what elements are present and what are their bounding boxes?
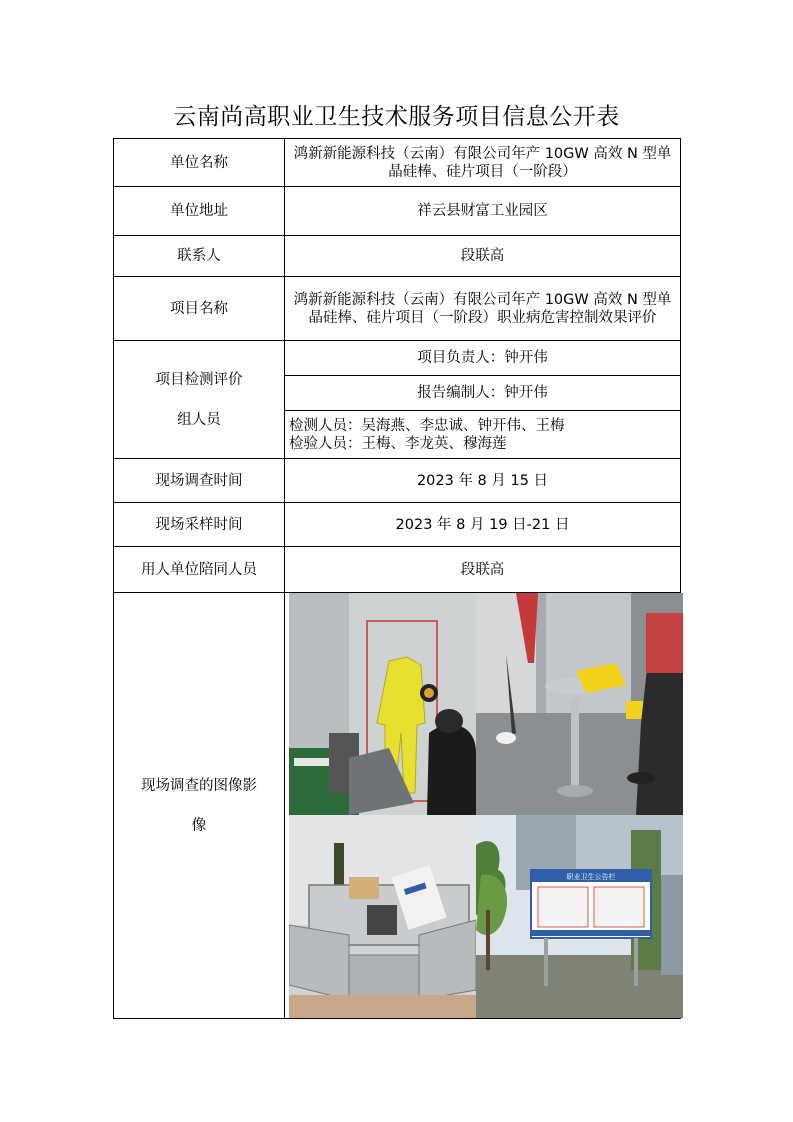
equipment-case-image	[289, 815, 476, 1018]
value-team-writer: 报告编制人：钟开伟	[285, 376, 681, 411]
label-team-line1: 项目检测评价	[155, 371, 243, 388]
row-team-leader	[114, 341, 681, 376]
value-unit-address: 祥云县财富工业园区	[285, 187, 681, 236]
value-sampling-time: 2023 年 8 月 19 日-21 日	[285, 503, 681, 547]
label-team-line2: 组人员	[177, 411, 221, 428]
label-companion: 用人单位陪同人员	[114, 547, 285, 593]
label-team	[114, 341, 285, 459]
protective-suit-image	[289, 593, 476, 815]
photo-bulletin-board	[476, 815, 683, 1018]
row-unit-name	[114, 139, 681, 187]
row-unit-address	[114, 187, 681, 236]
label-images-line2: 像	[191, 817, 207, 834]
value-team-inspectors: 检验人员：王梅、李龙英、穆海莲	[289, 435, 507, 452]
photo-grid	[289, 593, 683, 1018]
value-unit-name: 鸿新新能源科技（云南）有限公司年产 10GW 高效 N 型单晶硅棒、硅片项目（一阶段）	[285, 139, 681, 187]
value-team-testers: 检测人员：吴海燕、李忠诚、钟开伟、王梅	[289, 417, 565, 434]
row-images	[114, 593, 681, 1019]
value-team-staff	[285, 411, 681, 459]
label-survey-time: 现场调查时间	[114, 459, 285, 503]
eyewash-image	[476, 593, 683, 815]
page-title: 云南尚高职业卫生技术服务项目信息公开表	[173, 104, 620, 130]
label-sampling-time: 现场采样时间	[114, 503, 285, 547]
value-team-leader: 项目负责人：钟开伟	[285, 341, 681, 376]
row-sampling-time	[114, 503, 681, 547]
value-companion: 段联高	[285, 547, 681, 593]
row-survey-time	[114, 459, 681, 503]
label-project-name: 项目名称	[114, 277, 285, 341]
value-project-name: 鸿新新能源科技（云南）有限公司年产 10GW 高效 N 型单晶硅棒、硅片项目（一阶段）职业病危害控制效果评价	[285, 277, 681, 341]
label-images-line1: 现场调查的图像影	[141, 777, 257, 794]
info-table	[113, 138, 681, 1019]
label-unit-address: 单位地址	[114, 187, 285, 236]
value-survey-time: 2023 年 8 月 15 日	[285, 459, 681, 503]
photo-eyewash	[476, 593, 683, 815]
row-companion	[114, 547, 681, 593]
row-contact	[114, 236, 681, 277]
label-unit-name: 单位名称	[114, 139, 285, 187]
photo-protective-suit	[289, 593, 476, 815]
label-images	[114, 593, 285, 1019]
label-contact: 联系人	[114, 236, 285, 277]
photo-equipment-case	[289, 815, 476, 1018]
value-contact: 段联高	[285, 236, 681, 277]
row-project-name	[114, 277, 681, 341]
board-title-text: 职业卫生公告栏	[566, 873, 616, 881]
bulletin-board-image	[476, 815, 683, 1018]
value-images	[285, 593, 681, 1019]
